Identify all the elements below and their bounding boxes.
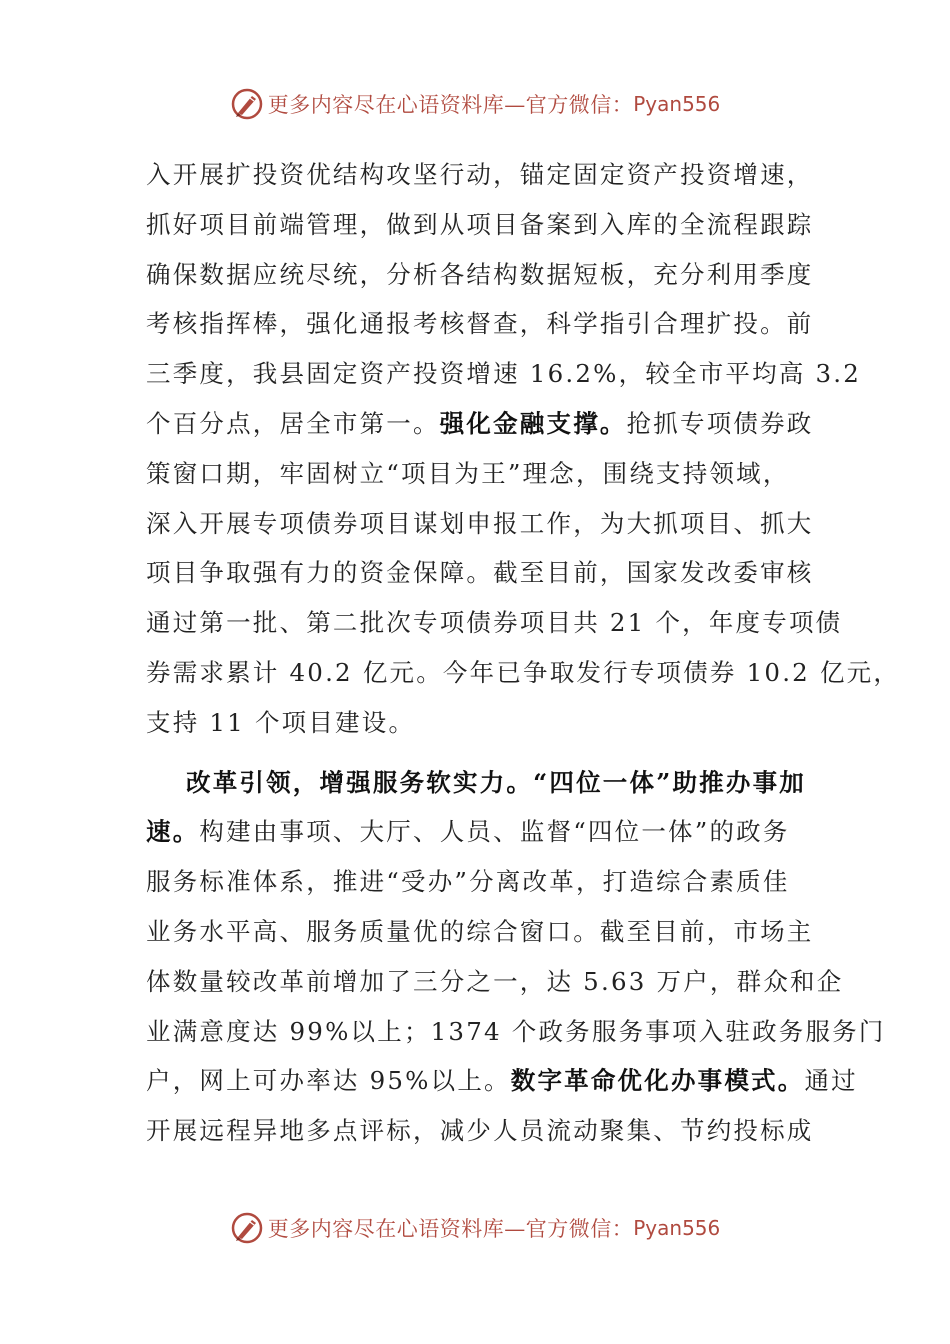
- header-watermark: [0, 84, 950, 124]
- text-line: 业满意度达 99%以上；1374 个政务服务事项入驻政务服务门: [146, 1016, 886, 1046]
- text-line: 抓好项目前端管理，做到从项目备案到入库的全流程跟踪: [146, 209, 814, 239]
- text-segment: 通过: [804, 1066, 858, 1096]
- bold-heading-reform: 改革引领，增强服务软实力。“四位一体”助推办事加: [186, 767, 806, 797]
- text-line: 考核指挥棒，强化通报考核督查，科学指引合理扩投。前: [146, 309, 814, 339]
- text-line: 业务水平高、服务质量优的综合窗口。截至目前，市场主: [146, 916, 814, 946]
- footer-watermark-text: 更多内容尽在心语资料库—官方微信：: [267, 1217, 634, 1241]
- paragraph-investment: [146, 150, 901, 748]
- text-line: 确保数据应统尽统，分析各结构数据短板，充分利用季度: [146, 259, 814, 289]
- text-line: 券需求累计 40.2 亿元。今年已争取发行专项债券 10.2 亿元，: [146, 657, 901, 687]
- bold-heading-digital: 数字革命优化办事模式。: [510, 1066, 805, 1096]
- text-line: [146, 1056, 858, 1106]
- pen-logo-icon: [230, 87, 264, 121]
- pen-logo-icon: [230, 1211, 264, 1245]
- footer-watermark: [0, 1208, 950, 1248]
- text-line: 服务标准体系，推进“受办”分离改革，打造综合素质佳: [146, 867, 790, 897]
- bold-heading-finance: 强化金融支撑。: [439, 408, 627, 438]
- document-body: [146, 150, 901, 1156]
- paragraph-reform: [146, 758, 886, 1156]
- text-segment: 个百分点，居全市第一。: [146, 408, 440, 438]
- text-segment: 抢抓专项债券政: [626, 408, 814, 438]
- text-line: 通过第一批、第二批次专项债券项目共 21 个，年度专项债: [146, 608, 843, 638]
- text-line: 入开展扩投资优结构攻坚行动，锚定固定资产投资增速，: [146, 160, 814, 189]
- header-watermark-id: Pyan556: [633, 92, 721, 116]
- text-line: 开展远程异地多点评标，减少人员流动聚集、节约投标成: [146, 1116, 814, 1146]
- text-line: [146, 399, 826, 449]
- bold-heading-reform-end: 速。: [146, 817, 200, 847]
- text-line: 体数量较改革前增加了三分之一，达 5.63 万户，群众和企: [146, 966, 844, 996]
- text-line: 三季度，我县固定资产投资增速 16.2%，较全市平均高 3.2: [146, 359, 862, 389]
- text-segment: 构建由事项、大厅、人员、监督“四位一体”的政务: [199, 817, 790, 847]
- text-line: 支持 11 个项目建设。: [146, 707, 416, 737]
- text-line: [146, 758, 826, 808]
- text-line: 深入开展专项债券项目谋划申报工作，为大抓项目、抓大: [146, 508, 814, 538]
- text-line: 项目争取强有力的资金保障。截至目前，国家发改委审核: [146, 558, 814, 588]
- text-segment: 户，网上可办率达 95%以上。: [146, 1066, 511, 1096]
- header-watermark-text: 更多内容尽在心语资料库—官方微信：: [267, 93, 634, 117]
- text-line: [146, 807, 826, 857]
- text-line: 策窗口期，牢固树立“项目为王”理念，围绕支持领域，: [146, 458, 790, 488]
- footer-watermark-id: Pyan556: [633, 1216, 721, 1240]
